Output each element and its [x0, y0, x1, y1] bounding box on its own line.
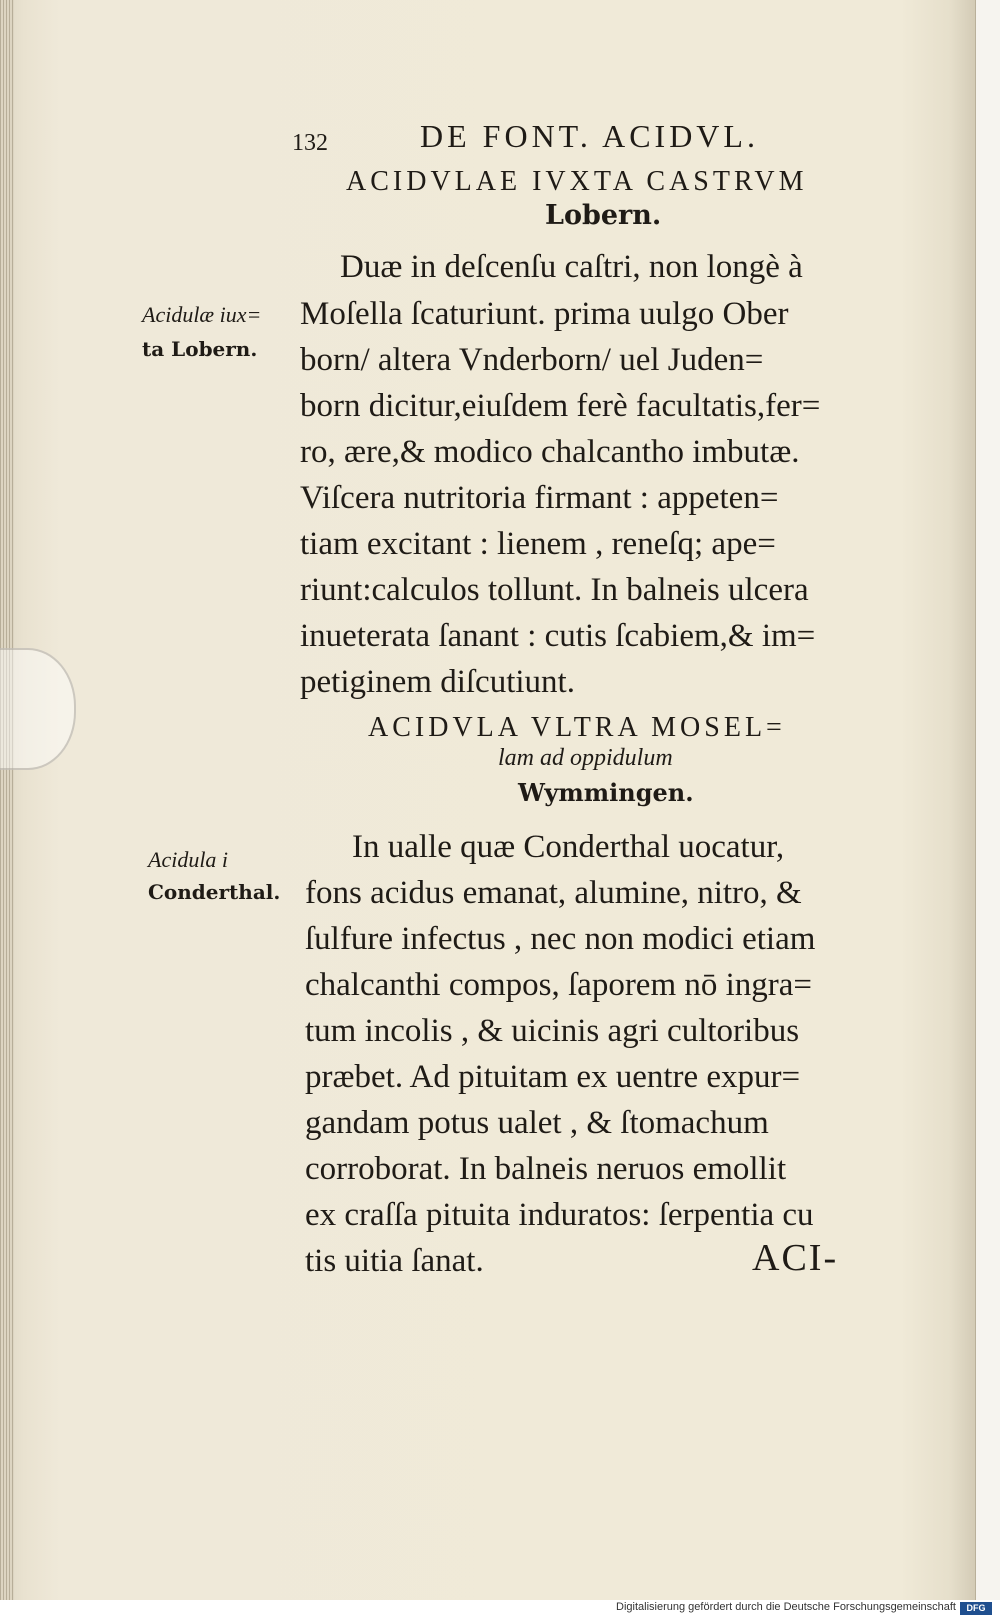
s1-line-9: inueterata ſanant : cutis ſcabiem,& im= [300, 618, 816, 654]
bookmark-tab [0, 648, 76, 770]
running-title: DE FONT. ACIDVL. [420, 118, 759, 154]
page-edges [0, 0, 14, 1600]
section1-margin-note-2: ta Lobern. [142, 337, 258, 361]
page-number: 132 [292, 130, 328, 156]
section1-margin-note-1: Acidulæ iux= [142, 302, 262, 327]
s2-line-7: gandam potus ualet , & ſtomachum [305, 1105, 769, 1141]
s2-line-5: tum incolis , & uicinis agri cultoribus [305, 1013, 800, 1049]
dfg-logo-icon: DFG [960, 1602, 992, 1615]
section1-subheading: Lobern. [545, 200, 662, 231]
section2-heading: ACIDVLA VLTRA MOSEL= [368, 712, 786, 743]
catchword: ACI- [752, 1237, 839, 1279]
s1-line-1: Duæ in deſcenſu caſtri, non longè à [340, 249, 803, 285]
s2-line-8: corroborat. In balneis neruos emollit [305, 1151, 787, 1187]
s1-line-10: petiginem diſcutiunt. [300, 664, 575, 700]
s2-line-4: chalcanthi compos, ſaporem nō ingra= [305, 967, 813, 1003]
s2-line-2: fons acidus emanat, alumine, nitro, & [305, 875, 802, 911]
section2-margin-note-2: Conderthal. [148, 880, 281, 904]
section2-subheading-1: lam ad oppidulum [498, 745, 673, 771]
section1-heading: ACIDVLAE IVXTA CASTRVM [346, 166, 808, 197]
s1-line-2: Moſella ſcaturiunt. prima uulgo Ober [300, 296, 789, 332]
s2-line-9: ex craſſa pituita induratos: ſerpentia cu [305, 1197, 814, 1233]
section2-margin-note-1: Acidula i [148, 847, 229, 872]
section2-subheading-2: Wymmingen. [518, 778, 694, 807]
s2-line-6: præbet. Ad pituitam ex uentre expur= [305, 1059, 801, 1095]
s1-line-8: riunt:calculos tollunt. In balneis ulcera [300, 572, 809, 608]
s1-line-6: Viſcera nutritoria firmant : appeten= [300, 480, 779, 516]
s1-line-5: ro, ære,& modico chalcantho imbutæ. [300, 434, 800, 470]
s1-line-3: born/ altera Vnderborn/ uel Juden= [300, 342, 764, 378]
s1-line-4: born dicitur,eiuſdem ferè facultatis,fer= [300, 388, 821, 424]
s2-line-3: ſulfure infectus , nec non modici etiam [305, 921, 816, 957]
s2-line-10: tis uitia ſanat. [305, 1243, 484, 1279]
s2-line-1: In ualle quæ Conderthal uocatur, [352, 829, 785, 865]
footer-credit: Digitalisierung gefördert durch die Deutsche Forschungsgemeinschaft [616, 1601, 956, 1613]
s1-line-7: tiam excitant : lienem , reneſq; ape= [300, 526, 776, 562]
